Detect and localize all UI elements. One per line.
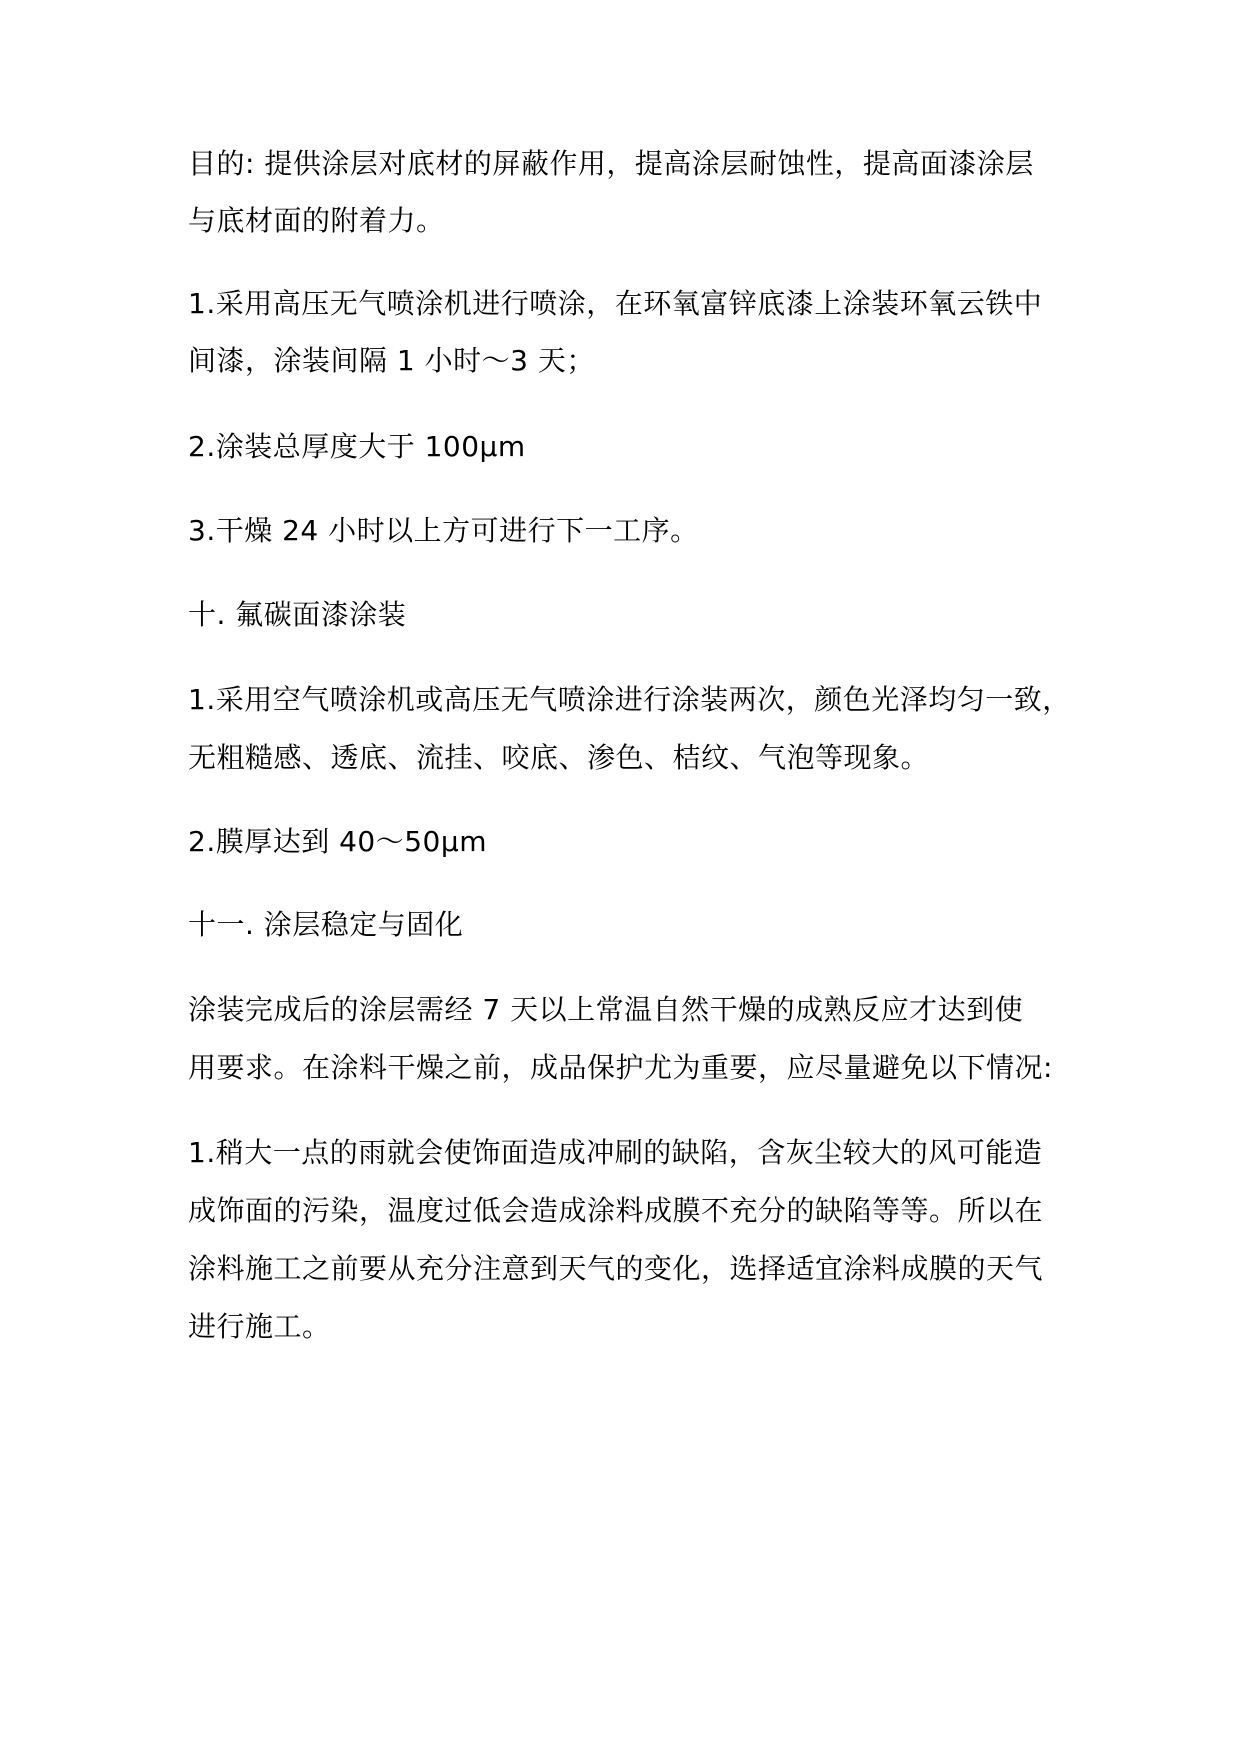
section-10-step-2-line: 2.膜厚达到 40～50μm <box>188 825 487 858</box>
section-11-para-line-2: 用要求。在涂料干燥之前，成品保护尤为重要，应尽量避免以下情况: <box>188 1051 1053 1084</box>
section-11-heading: 十一. 涂层稳定与固化 <box>188 908 464 941</box>
section-11-step-1-line-1: 1.稍大一点的雨就会使饰面造成冲刷的缺陷，含灰尘较大的风可能造 <box>188 1136 1043 1169</box>
section-11-para-line-1: 涂装完成后的涂层需经 7 天以上常温自然干燥的成熟反应才达到使 <box>188 993 1024 1026</box>
purpose-line-2: 与底材面的附着力。 <box>188 204 445 237</box>
step-1-line-2: 间漆，涂装间隔 1 小时～3 天； <box>188 344 595 377</box>
step-1-line-1: 1.采用高压无气喷涂机进行喷涂，在环氧富锌底漆上涂装环氧云铁中 <box>188 287 1043 320</box>
section-10-step-1-line-2: 无粗糙感、透底、流挂、咬底、渗色、桔纹、气泡等现象。 <box>188 741 930 774</box>
section-11-step-1-line-4: 进行施工。 <box>188 1310 331 1343</box>
section-10-heading: 十. 氟碳面漆涂装 <box>188 598 407 631</box>
step-2-line: 2.涂装总厚度大于 100μm <box>188 430 526 463</box>
section-10-step-1-line-1: 1.采用空气喷涂机或高压无气喷涂进行涂装两次，颜色光泽均匀一致， <box>188 683 1071 716</box>
section-11-step-1-line-2: 成饰面的污染，温度过低会造成涂料成膜不充分的缺陷等等。所以在 <box>188 1194 1044 1227</box>
section-11-step-1-line-3: 涂料施工之前要从充分注意到天气的变化，选择适宜涂料成膜的天气 <box>188 1252 1044 1285</box>
step-3-line: 3.干燥 24 小时以上方可进行下一工序。 <box>188 514 699 547</box>
purpose-line-1: 目的: 提供涂层对底材的屏蔽作用，提高涂层耐蚀性，提高面漆涂层 <box>188 147 1034 180</box>
